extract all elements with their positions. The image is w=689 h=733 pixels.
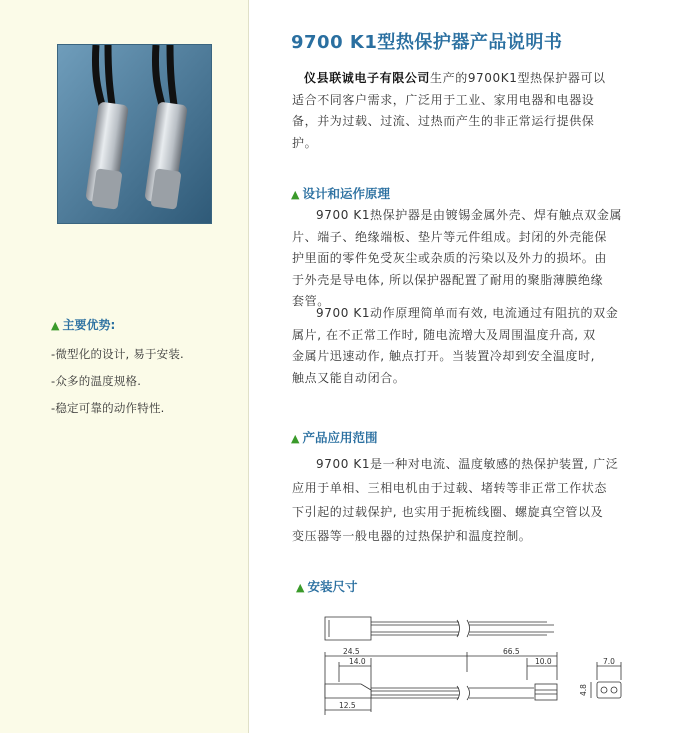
design-line: 9700 K1动作原理简单而有效, 电流通过有阻抗的双金 <box>316 306 619 320</box>
design-line: 护里面的零件免受灰尘或杂质的污染以及外力的损坏。由 <box>292 251 608 265</box>
dimension-diagram <box>299 600 649 725</box>
triangle-bullet-icon: ▲ <box>291 188 300 201</box>
triangle-bullet-icon: ▲ <box>291 432 300 445</box>
design-title-text: 设计和运作原理 <box>302 186 390 201</box>
design-line: 属片, 在不正常工作时, 随电流增大及周围温度升高, 双 <box>292 327 596 342</box>
design-paragraph-2 <box>292 303 647 389</box>
design-line: 9700 K1热保护器是由镀锡金属外壳、焊有触点双金属 <box>316 208 623 222</box>
design-line: 套管。 <box>292 294 330 308</box>
advantages-title-text: 主要优势: <box>62 318 116 332</box>
advantages-title <box>51 316 115 333</box>
top-view <box>325 617 554 640</box>
application-section-title <box>291 428 377 446</box>
design-line: 片、端子、绝缘端板、垫片等元件组成。封闭的外壳能保 <box>292 229 608 244</box>
triangle-bullet-icon: ▲ <box>51 319 60 332</box>
left-panel <box>0 0 248 733</box>
product-photo <box>57 44 212 224</box>
application-line: 下引起的过载保护, 也实用于扼梳线圈、螺旋真空管以及 <box>292 505 604 519</box>
design-line: 触点又能自动闭合。 <box>292 370 406 385</box>
document-title: 9700 K1型热保护器产品说明书 <box>291 32 563 53</box>
advantage-item: -众多的温度规格. <box>51 374 142 388</box>
company-name: 仪县联诚电子有限公司 <box>304 71 431 85</box>
intro-line: 备，并为过载、过流、过热而产生的非正常运行提供保 <box>292 114 595 128</box>
intro-line: 适合不同客户需求，广泛用于工业、家用电器和电器设 <box>292 92 595 107</box>
right-panel <box>249 0 689 733</box>
install-title-text: 安装尺寸 <box>307 579 358 594</box>
triangle-bullet-icon: ▲ <box>296 581 305 594</box>
design-section-title <box>291 184 390 202</box>
design-line: 于外壳是导电体, 所以保护器配置了耐用的聚脂薄膜绝缘 <box>292 272 604 287</box>
dimension-label: 24.5 <box>343 647 360 656</box>
thermal-protector-image <box>58 45 211 223</box>
design-paragraph-1 <box>292 205 647 313</box>
dimension-label: 12.5 <box>339 701 356 710</box>
intro-paragraph <box>292 68 647 154</box>
dimension-label: 14.0 <box>349 657 366 666</box>
application-title-text: 产品应用范围 <box>302 430 378 445</box>
application-line: 变压器等一般电器的过热保护和温度控制。 <box>292 529 532 543</box>
dimension-label: 10.0 <box>535 657 552 666</box>
dimension-label: 7.0 <box>603 657 615 666</box>
advantage-item: -微型化的设计, 易于安装. <box>51 347 184 361</box>
intro-line: 护。 <box>292 135 318 150</box>
intro-line: 生产的9700K1型热保护器可以 <box>430 71 606 85</box>
dimension-label: 66.5 <box>503 647 520 656</box>
application-line: 9700 K1是一种对电流、温度敏感的热保护装置, 广泛 <box>316 457 619 471</box>
install-section-title <box>296 577 357 595</box>
design-line: 金属片迅速动作, 触点打开。当装置冷却到安全温度时, <box>292 349 596 363</box>
application-paragraph <box>292 452 647 548</box>
end-view <box>591 662 621 698</box>
advantage-item: -稳定可靠的动作特性. <box>51 401 165 415</box>
application-line: 应用于单相、三相电机由于过载、堵转等非正常工作状态 <box>292 481 608 495</box>
dimension-label: 4.8 <box>579 684 588 696</box>
